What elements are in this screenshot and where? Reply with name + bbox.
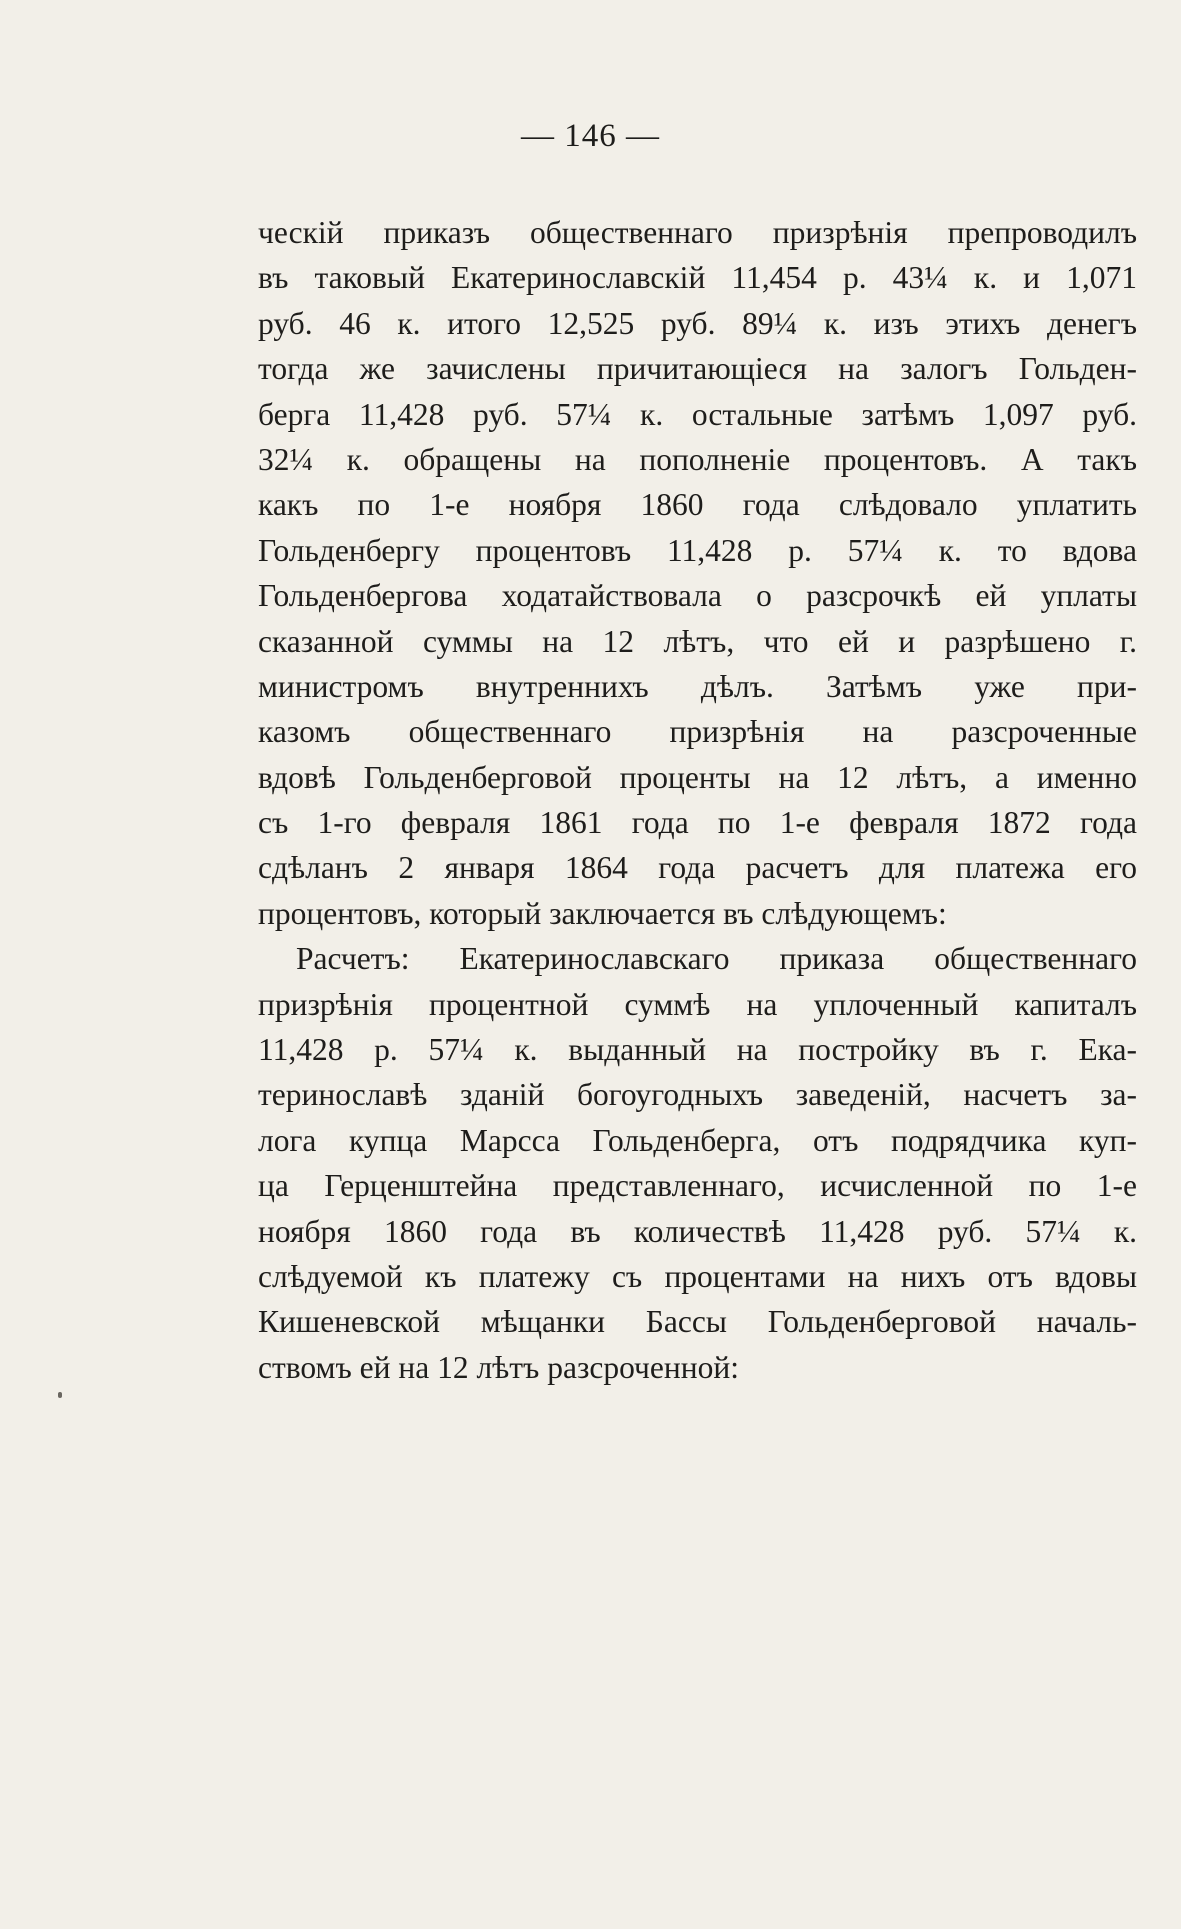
text-line: тогда же зачислены причитающіеся на залогъ Гольден- bbox=[258, 351, 1137, 387]
text-line: ца Герценштейна представленнаго, исчисленной по 1-е bbox=[258, 1168, 1137, 1204]
body-text bbox=[258, 210, 1137, 1390]
text-line: процентовъ, который заключается въ слѣдующемъ: bbox=[258, 895, 947, 931]
text-line: Гольденбергова ходатайствовала о разсрочкѣ ей уплаты bbox=[258, 578, 1137, 614]
text-line: лога купца Марсса Гольденберга, отъ подрядчика куп- bbox=[258, 1122, 1137, 1158]
text-line: какъ по 1-е ноября 1860 года слѣдовало уплатить bbox=[258, 487, 1137, 523]
text-line: съ 1-го февраля 1861 года по 1-е февраля 1872 года bbox=[258, 805, 1137, 841]
text-line: 11,428 р. 57¼ к. выданный на постройку въ г. Ека- bbox=[258, 1032, 1137, 1068]
paragraph-start-line: Расчетъ: Екатеринославскаго приказа общественнаго bbox=[296, 941, 1137, 977]
page-number: — 146 — bbox=[521, 118, 660, 154]
text-line: берга 11,428 руб. 57¼ к. остальные затѣмъ 1,097 руб. bbox=[258, 396, 1137, 432]
text-line: теринославѣ зданій богоугодныхъ заведеній, насчетъ за- bbox=[258, 1077, 1137, 1113]
text-line: Кишеневской мѣщанки Бассы Гольденберговой началь- bbox=[258, 1304, 1137, 1340]
text-line: сказанной суммы на 12 лѣтъ, что ей и разрѣшено г. bbox=[258, 623, 1137, 659]
text-line: призрѣнія процентной суммѣ на уплоченный капиталъ bbox=[258, 986, 1137, 1022]
text-line: сдѣланъ 2 января 1864 года расчетъ для платежа его bbox=[258, 850, 1137, 886]
text-line: ческій приказъ общественнаго призрѣнія препроводилъ bbox=[258, 215, 1137, 250]
text-line: министромъ внутреннихъ дѣлъ. Затѣмъ уже при- bbox=[258, 668, 1137, 704]
text-line: вдовѣ Гольденберговой проценты на 12 лѣтъ, а именно bbox=[258, 759, 1137, 795]
text-line: ноября 1860 года въ количествѣ 11,428 руб. 57¼ к. bbox=[258, 1213, 1137, 1249]
text-line: въ таковый Екатеринославскій 11,454 р. 43¼ к. и 1,071 bbox=[258, 260, 1137, 296]
text-line: 32¼ к. обращены на пополненіе процентовъ. А такъ bbox=[258, 441, 1137, 477]
text-line: слѣдуемой къ платежу съ процентами на нихъ отъ вдовы bbox=[258, 1258, 1137, 1294]
text-line: ствомъ ей на 12 лѣтъ разсроченной: bbox=[258, 1349, 739, 1385]
text-line: Гольденбергу процентовъ 11,428 р. 57¼ к. то вдова bbox=[258, 532, 1137, 568]
text-line: руб. 46 к. итого 12,525 руб. 89¼ к. изъ этихъ денегъ bbox=[258, 305, 1137, 341]
text-line: казомъ общественнаго призрѣнія на разсроченные bbox=[258, 714, 1137, 750]
margin-speck bbox=[58, 1392, 62, 1398]
